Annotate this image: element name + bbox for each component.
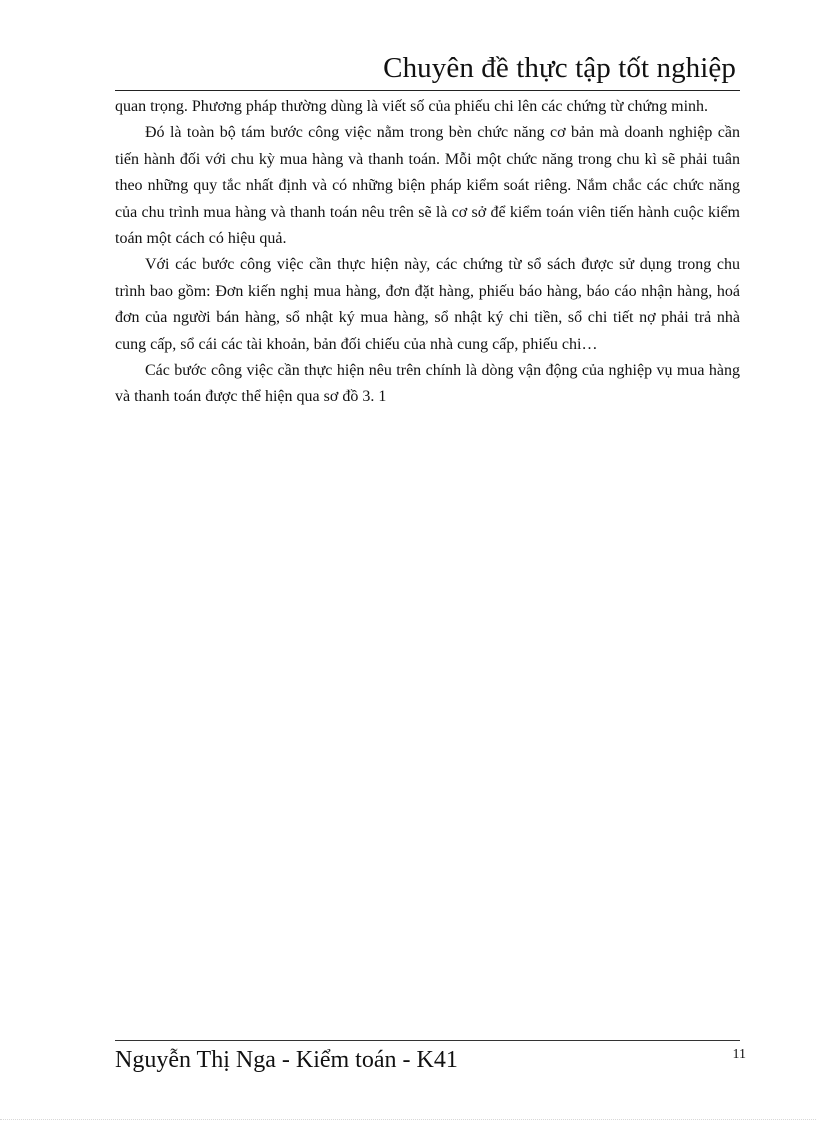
paragraph-continuation: quan trọng. Phương pháp thường dùng là viết số của phiếu chi lên các chứng từ chứng minh. <box>115 98 709 115</box>
bottom-divider <box>0 1119 816 1120</box>
page-number: 11 <box>732 1047 746 1062</box>
paragraph-summary: Đó là toàn bộ tám bước công việc nằm trong bèn chức năng cơ bản mà doanh nghiệp cần tiến hành đối với chu kỳ mua hàng và thanh toán. Mỗi một chức năng trong chu kì sẽ phải tuân theo những quy tắc nhất định và có những biện pháp kiểm soát riêng. Nắm chắc các chức năng của chu trình mua hàng và thanh toán nêu trên sẽ là cơ sở để kiểm toán viên tiến hành cuộc kiểm toán một cách có hiệu quả. <box>115 124 740 248</box>
header-title: Chuyên đề thực tập tốt nghiệp <box>383 52 736 84</box>
page-header <box>115 48 740 91</box>
paragraph-documents: Với các bước công việc cần thực hiện này, các chứng từ sổ sách được sử dụng trong chu trình bao gồm: Đơn kiến nghị mua hàng, đơn đặt hàng, phiếu báo hàng, báo cáo nhận hàng, hoá đơn của người bán hàng, sổ nhật ký mua hàng, sổ nhật ký chi tiền, sổ chi tiết nợ phải trả nhà cung cấp, sổ cái các tài khoản, bản đối chiếu của nhà cung cấp, phiếu chi… <box>115 256 740 353</box>
body-text <box>115 94 740 411</box>
footer-author: Nguyễn Thị Nga - Kiểm toán - K41 <box>115 1047 458 1073</box>
footer-rule <box>115 1040 740 1041</box>
paragraph-flow: Các bước công việc cần thực hiện nêu trên chính là dòng vận động của nghiệp vụ mua hàng và thanh toán được thể hiện qua sơ đồ 3. 1 <box>115 362 740 406</box>
